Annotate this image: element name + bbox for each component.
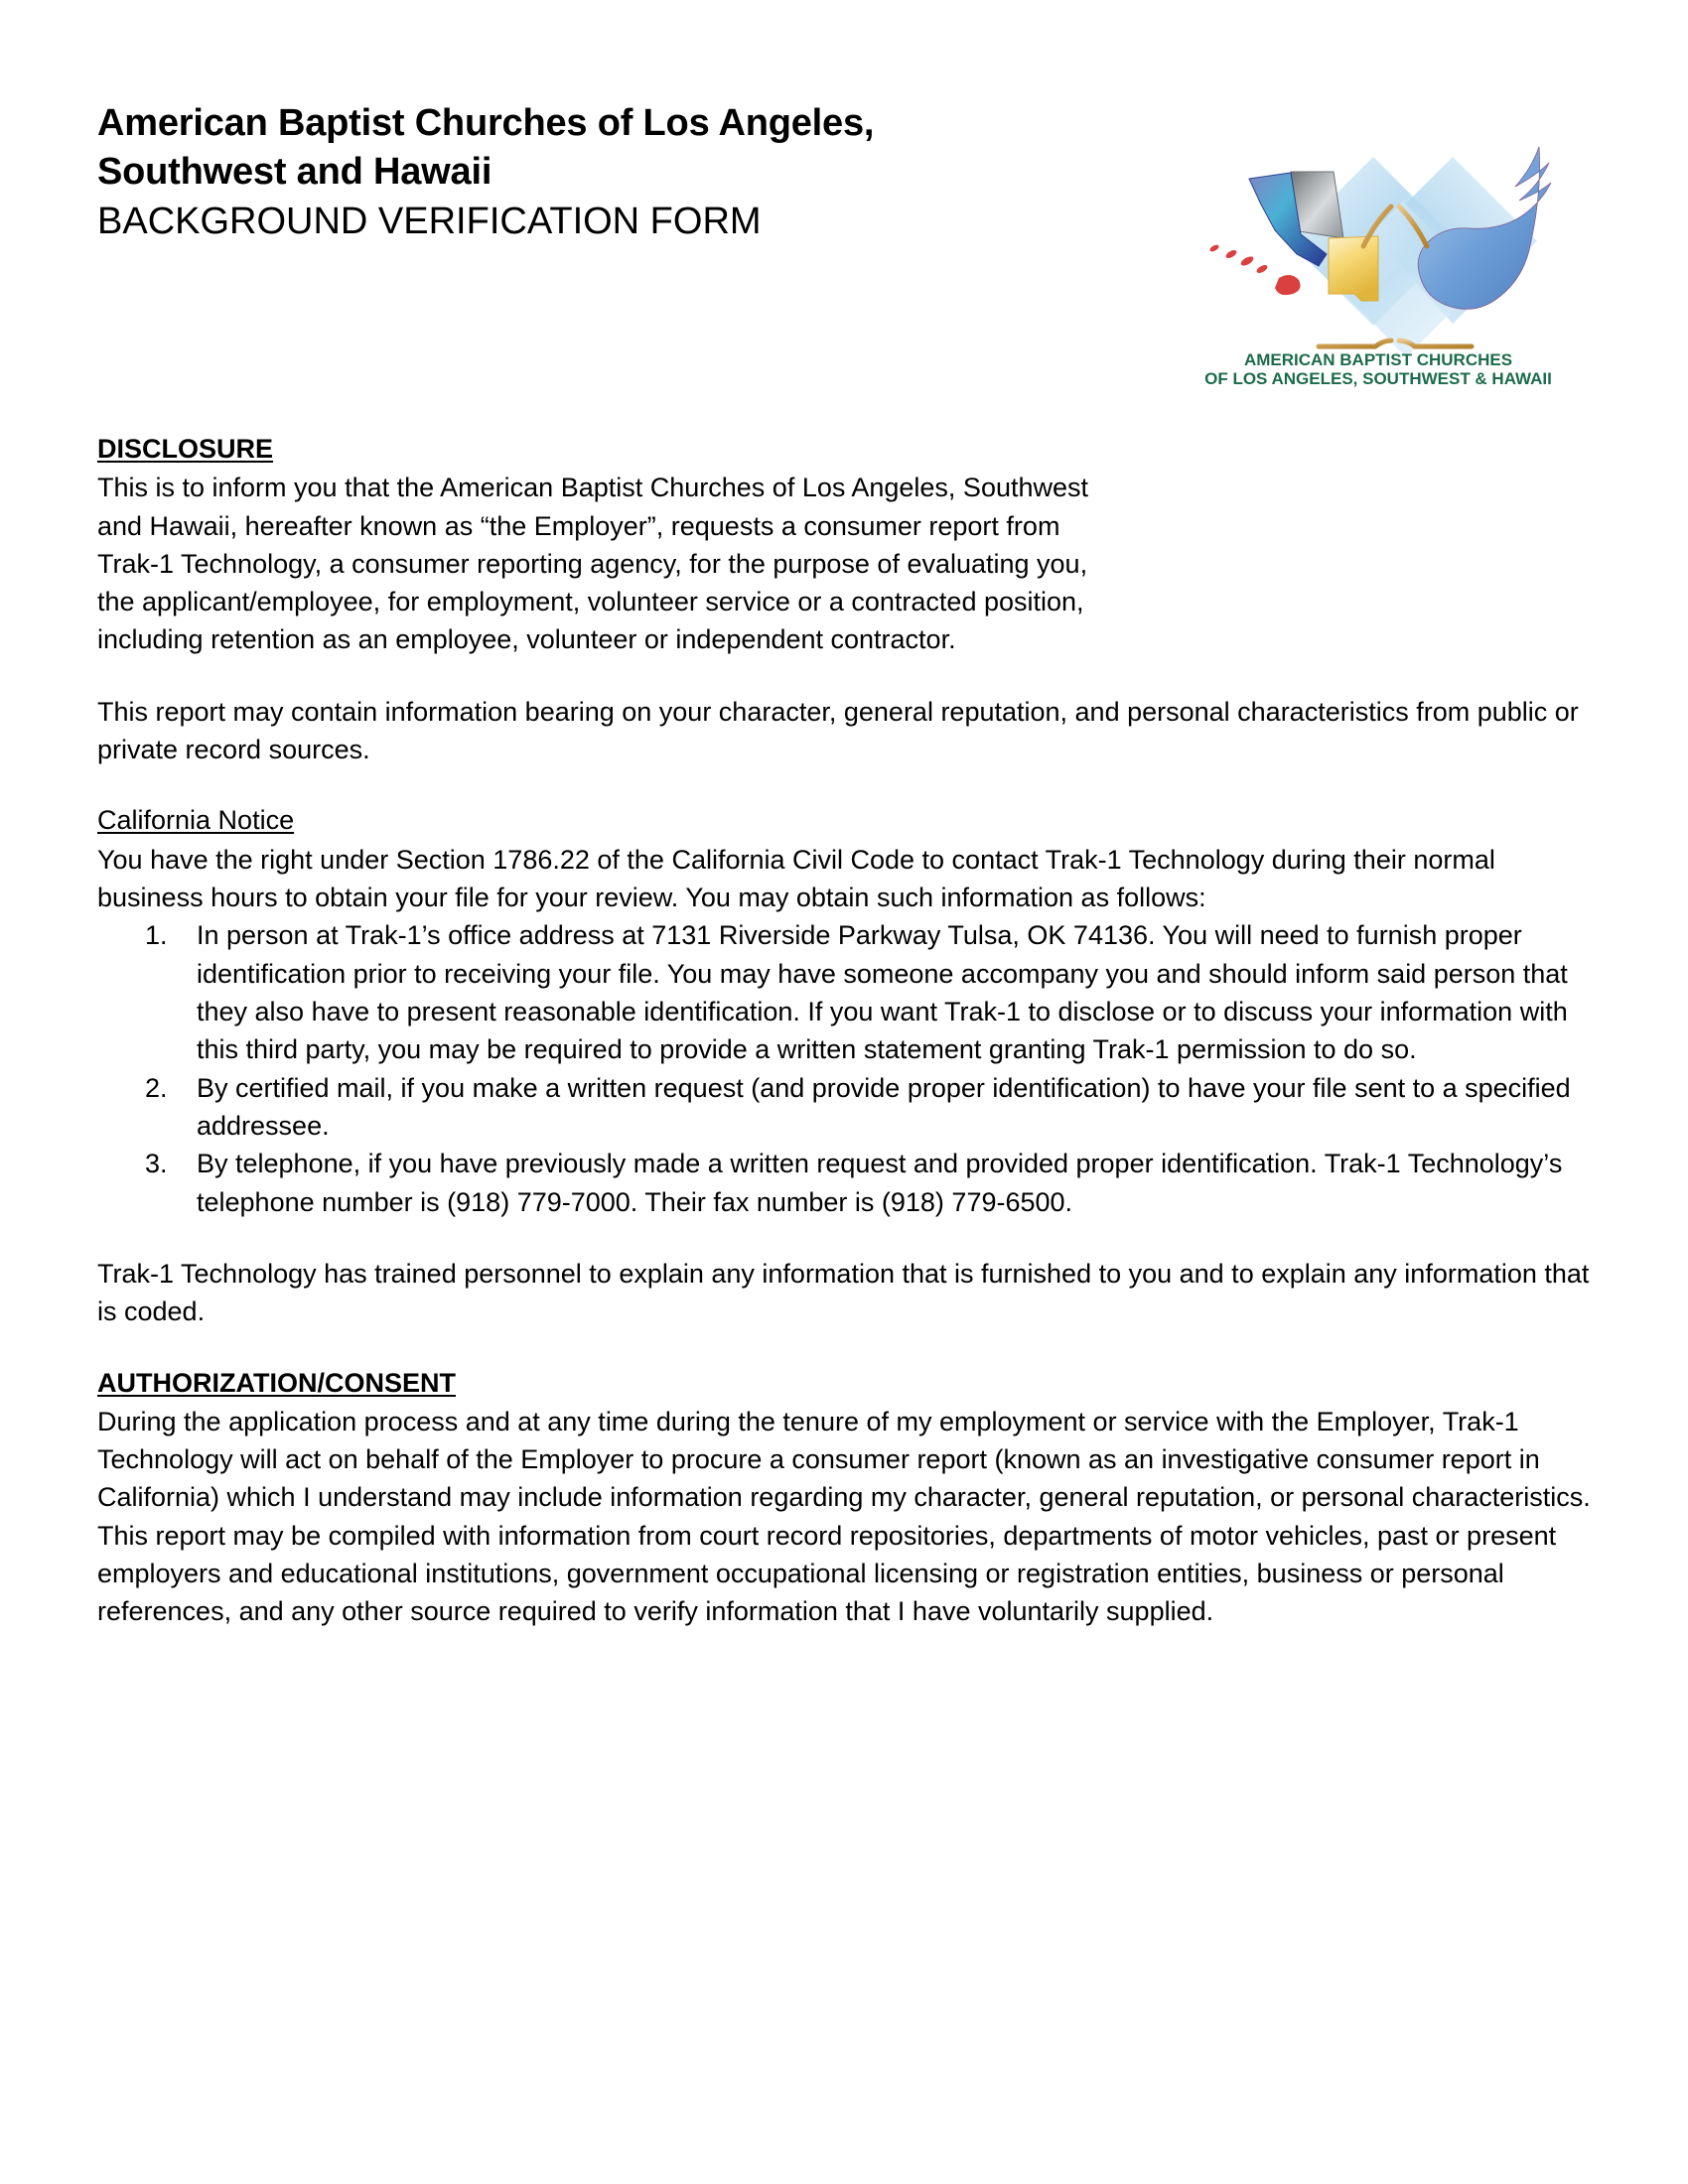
disclosure-section [97, 431, 1611, 659]
spacer [97, 768, 1611, 802]
california-notice-closing: Trak-1 Technology has trained personnel to explain any information that is furnished to you and to explain any information that is coded. [97, 1258, 1590, 1327]
list-item: In person at Trak-1’s office address at 7131 Riverside Parkway Tulsa, OK 74136. You will need to furnish proper identification prior to receiving your file. You may have someone accompany you and should inform said person that they also have to present reasonable identification. If you want Trak-1 to disclose or to discuss your information with this third party, you may be required to provide a written statement granting Trak-1 permission to do so. [197, 920, 1568, 1065]
logo-text-line-1: AMERICAN BAPTIST CHURCHES [1243, 350, 1513, 369]
title-line-2: Southwest and Hawaii [97, 151, 492, 194]
title-line-1: American Baptist Churches of Los Angeles, [97, 102, 875, 144]
california-notice-intro: You have the right under Section 1786.22 of the California Civil Code to contact Trak-1 Technology during their normal business hours to obtain your file for your review. You may obtain such information as follows: [97, 844, 1495, 912]
arizona-state-shape [1329, 236, 1378, 301]
document-header [97, 99, 1611, 397]
california-notice-heading: California Notice [97, 805, 295, 836]
disclosure-paragraph-2: This report may contain information bearing on your character, general reputation, and personal characteristics from public or private record sources. [97, 696, 1579, 765]
page-title [97, 99, 1110, 246]
hawaii-islands-shape [1208, 243, 1300, 295]
california-notice-section [97, 802, 1611, 1220]
title-line-3: BACKGROUND VERIFICATION FORM [97, 200, 762, 242]
disclosure-paragraph-1: This is to inform you that the American Baptist Churches of Los Angeles, Southwest and Hawaii, hereafter known as “the Employer”, requests a consumer report from Trak-1 Technology, a consumer reporting agency, for the purpose of evaluating you, the applicant/employee, for employment, volunteer service or a contracted position, including retention as an employee, volunteer or independent contractor. [97, 473, 1089, 655]
list-item: By telephone, if you have previously made a written request and provided proper identification. Trak-1 Technology’s telephone number is (918) 779-7000. Their fax number is (918) 779-6500. [197, 1149, 1563, 1217]
list-item: By certified mail, if you make a written request (and provide proper identification) to have your file sent to a specified addressee. [197, 1072, 1571, 1141]
spacer [97, 659, 1611, 693]
spacer [97, 1331, 1611, 1365]
american-baptist-churches-logo [1180, 127, 1577, 395]
authorization-section [97, 1365, 1611, 1631]
authorization-paragraph: During the application process and at any time during the tenure of my employment or service with the Employer, Trak-1 Technology will act on behalf of the Employer to procure a consumer report (known as an investigative consumer report in California) which I understand may include information regarding my character, general reputation, or personal characteristics. This report may be compiled with information from court record repositories, departments of motor vehicles, past or present employers and educational institutions, government occupational licensing or registration entities, business or personal references, and any other source required to verify information that I have voluntarily supplied. [97, 1406, 1591, 1627]
logo-text-line-2: OF LOS ANGELES, SOUTHWEST & HAWAII [1204, 369, 1552, 388]
authorization-heading: AUTHORIZATION/CONSENT [97, 1367, 456, 1398]
disclosure-paragraph-2-block [97, 693, 1611, 769]
california-notice-list [97, 916, 1607, 1221]
disclosure-heading: DISCLOSURE [97, 434, 274, 464]
spacer [97, 1221, 1611, 1255]
california-notice-closing-block [97, 1255, 1611, 1331]
